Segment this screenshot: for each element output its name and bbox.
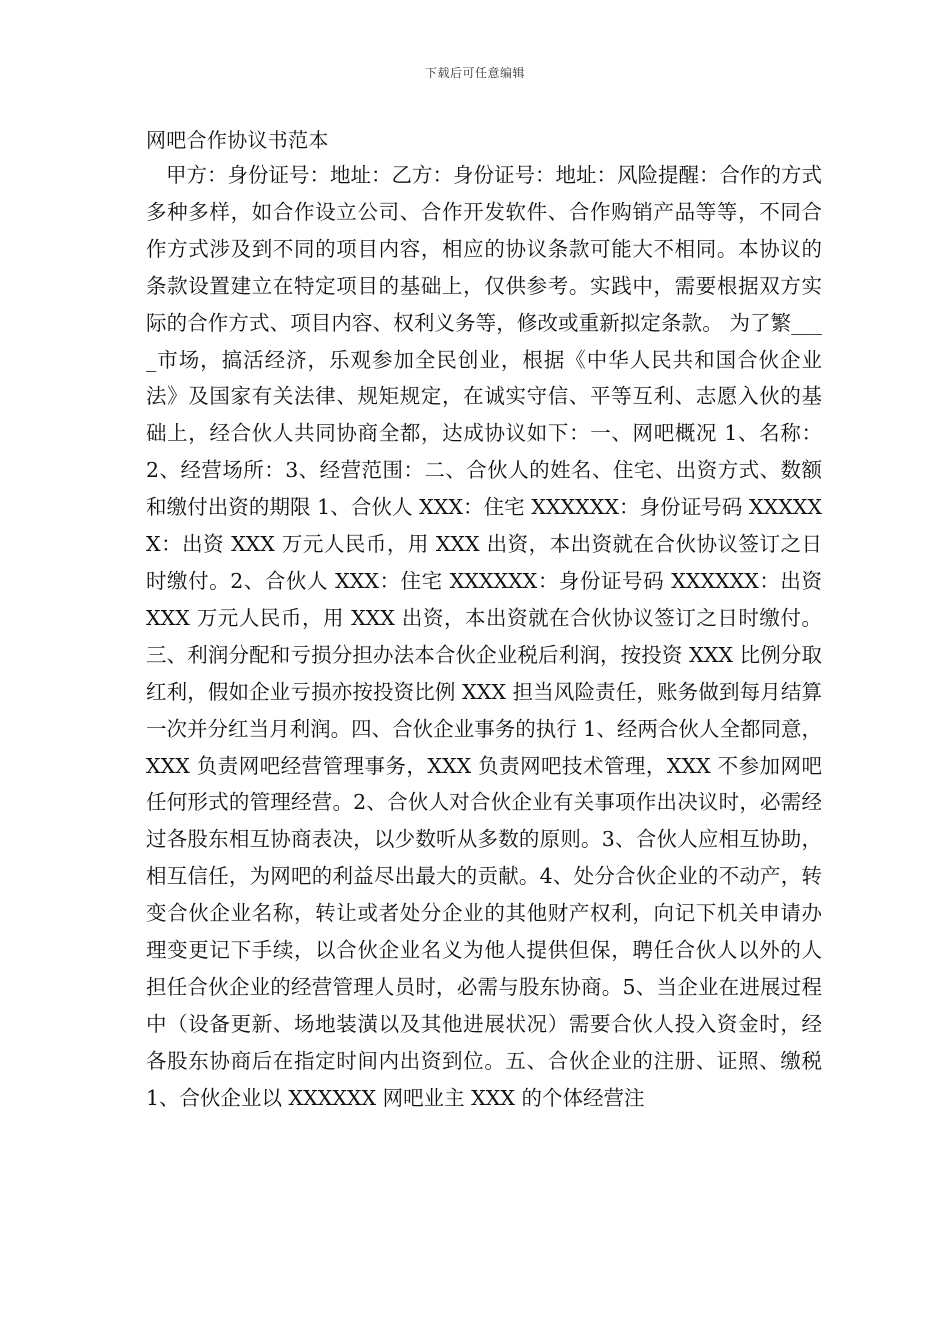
document-title: 网吧合作协议书范本 <box>146 128 329 152</box>
page-header-note: 下载后可任意编辑 <box>424 66 525 80</box>
document-body: 甲方：身份证号：地址：乙方：身份证号：地址：风险提醒：合作的方式多种多样，如合作设立公司、合作开发软件、合作购销产品等等，不同合作方式涉及到不同的项目内容，相应的协议条款可能大不相同。本协议的条款设置建立在特定项目的基础上，仅供参考。实践中，需要根据双方实际的合作方式、项目内容、权利义务等，修改或重新拟定条款。 为了繁____市场，搞活经济，乐观参加全民创业，根据《中华人民共和国合伙企业法》及国家有关法律、规矩规定，在诚实守信、平等互利、志愿入伙的基础上，经合伙人共同协商全都，达成协议如下：一、网吧概况 1、名称：2、经营场所：3、经营范围：二、合伙人的姓名、住宅、出资方式、数额和缴付出资的期限 1、合伙人 XXX：住宅 XXXXXX：身份证号码 XXXXXX：出资 XXX 万元人民币，用 XXX 出资，本出资就在合伙协议签订之日时缴付。2、合伙人 XXX：住宅 XXXXXX：身份证号码 XXXXXX：出资 XXX 万元人民币，用 XXX 出资，本出资就在合伙协议签订之日时缴付。三、利润分配和亏损分担办法本合伙企业税后利润，按投资 XXX 比例分取红利，假如企业亏损亦按投资比例 XXX 担当风险责任，账务做到每月结算一次并分红当月利润。四、合伙企业事务的执行 1、经两合伙人全都同意，XXX 负责网吧经营管理事务，XXX 负责网吧技术管理，XXX 不参加网吧任何形式的管理经营。2、合伙人对合伙企业有关事项作出决议时，必需经过各股东相互协商表决，以少数听从多数的原则。3、合伙人应相互协助，相互信任，为网吧的利益尽出最大的贡献。4、处分合伙企业的不动产，转变合伙企业名称，转让或者处分企业的其他财产权利，向记下机关申请办理变更记下手续，以合伙企业名义为他人提供但保，聘任合伙人以外的人担任合伙企业的经营管理人员时，必需与股东协商。5、当企业在进展过程中（设备更新、场地装潢以及其他进展状况）需要合伙人投入资金时，经各股东协商后在指定时间内出资到位。五、合伙企业的注册、证照、缴税 1、合伙企业以 XXXXXX 网吧业主 XXX 的个体经营注 <box>146 163 822 1110</box>
